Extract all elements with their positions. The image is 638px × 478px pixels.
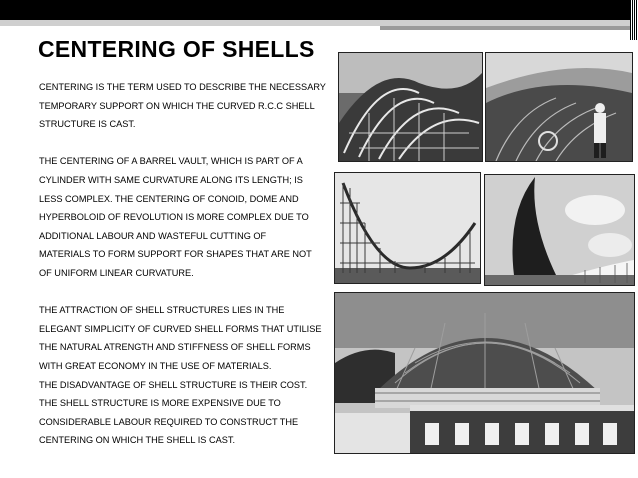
text-line: THE DISADVANTAGE OF SHELL STRUCTURE IS THEIR COST. (39, 379, 308, 390)
text-line: TEMPORARY SUPPORT ON WHICH THE CURVED R.C.C SHELL (39, 100, 315, 111)
text-line: CENTERING IS THE TERM USED TO DESCRIBE THE NECESSARY (39, 82, 326, 92)
text-line: THE CENTERING OF A BARREL VAULT, WHICH IS PART OF A (39, 156, 303, 167)
photo-hyperbolic-shell-scaffold (334, 172, 481, 284)
text-line: ADDITIONAL LABOUR AND WASTEFUL CUTTING OF (39, 230, 267, 241)
photo-tall-curved-shell (484, 174, 635, 286)
paragraph-barrel-vault (39, 152, 331, 282)
text-line: STRUCTURE IS CAST. (39, 119, 136, 130)
text-line: CENTERING ON WHICH THE SHELL IS CAST. (39, 435, 236, 446)
photo-barrel-vault-workers (485, 52, 633, 162)
paragraph-centering-definition (39, 78, 331, 134)
photo-timber-arch-centering (338, 52, 483, 162)
photo-dome-construction (334, 292, 635, 454)
text-line: CYLINDER WITH SAME CURVATURE ALONG ITS LENGTH; IS (39, 174, 303, 185)
top-bar (0, 0, 638, 20)
page-title: CENTERING OF SHELLS (38, 36, 315, 62)
body-text (39, 78, 331, 450)
text-line: THE ATTRACTION OF SHELL STRUCTURES LIES IN THE (39, 305, 285, 316)
edge-pattern (630, 0, 638, 40)
text-line: HYPERBOLOID OF REVOLUTION IS MORE COMPLEX DUE TO (39, 212, 309, 223)
top-stripe-accent (380, 26, 638, 30)
text-line: WITH GREAT ECONOMY IN THE USE OF MATERIALS. (39, 360, 272, 371)
text-line: ELEGANT SIMPLICITY OF CURVED SHELL FORMS THAT UTILISE (39, 323, 322, 334)
text-line: THE NATURAL ATRENGTH AND STIFFNESS OF SHELL FORMS (39, 342, 311, 353)
text-line: LESS COMPLEX. THE CENTERING OF CONOID, DOME AND (39, 193, 299, 204)
text-line: THE SHELL STRUCTURE IS MORE EXPENSIVE DUE TO (39, 398, 281, 409)
text-line: OF UNIFORM LINEAR CURVATURE. (39, 267, 194, 278)
text-line: MATERIALS TO FORM SUPPORT FOR SHAPES THAT ARE NOT (39, 249, 312, 260)
text-line: CONSIDERABLE LABOUR REQUIRED TO CONSTRUCT THE (39, 416, 299, 427)
paragraph-attraction-disadvantage (39, 301, 331, 450)
